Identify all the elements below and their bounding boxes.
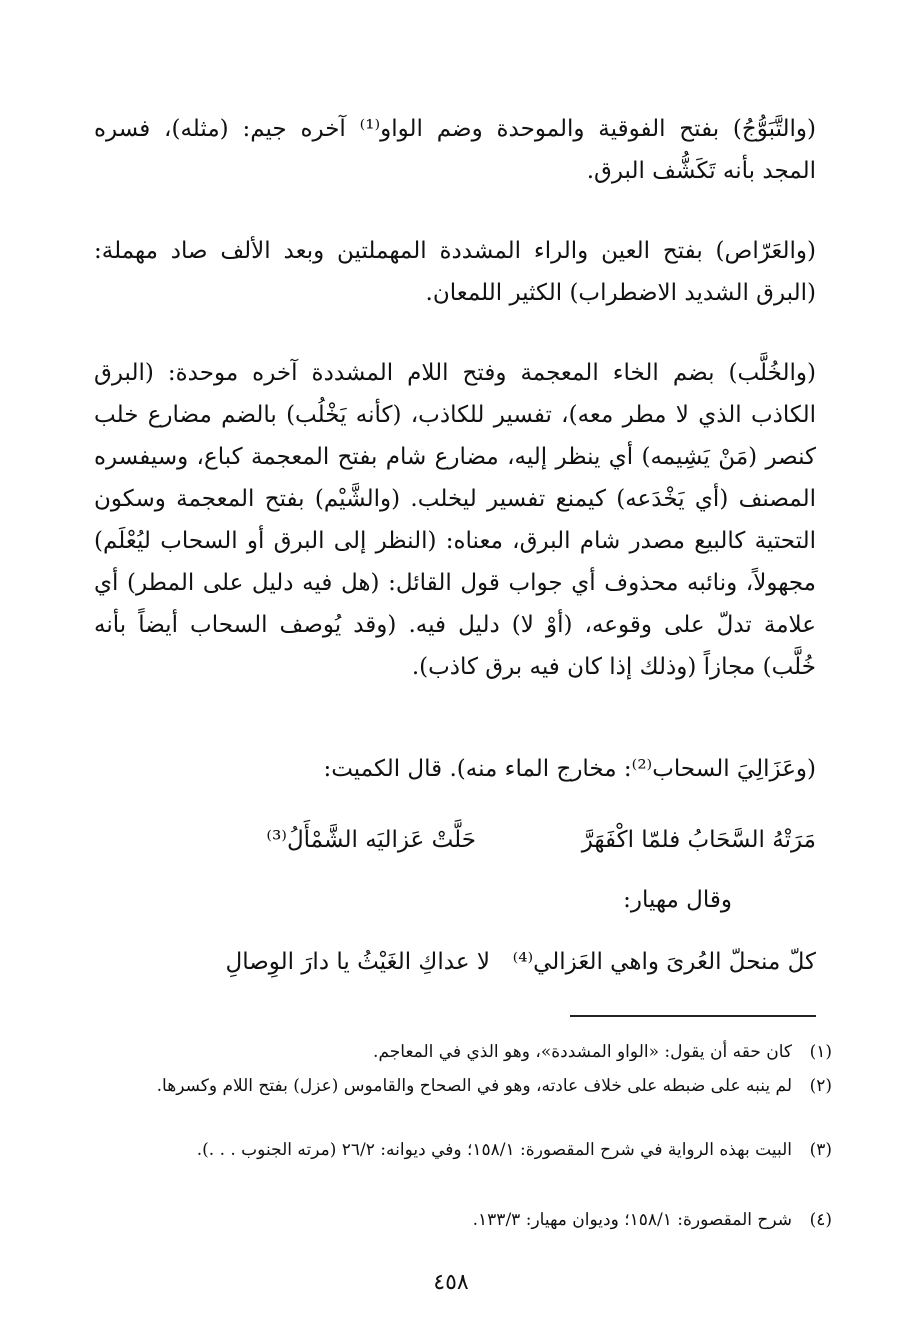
footnote-text: كان حقه أن يقول: «الواو المشددة»، وهو الذي في المعاجم. [373,1042,792,1062]
footnote-number: (٣) [809,1140,832,1160]
verse-mihyar-second-hemistich: كلّ منحلّ العُرىَ واهي العَزالي⁽⁴⁾ [512,949,816,975]
paragraph-tabawwuj: (والتَّبَوُّجُ) بفتح الفوقية والموحدة وضم الواو⁽¹⁾ آخره جيم: (مثله)، فسره المجد بأنه تَكَشُّف البرق. [94,116,816,184]
verse-mihyar [94,940,816,984]
footnote-text: شرح المقصورة: ١٥٨/١؛ وديوان مهيار: ١٣٣/٣. [472,1210,792,1230]
footnote-number: (٤) [809,1210,832,1230]
footnote-4 [94,1206,832,1234]
verse-mihyar-intro: وقال مهيار: [623,887,732,913]
footnote-1 [94,1038,832,1066]
verse-kumayt-first-hemistich: مَرَتْهُ السَّحَابُ فلمّا اكْفَهَرَّ [581,827,816,853]
footnote-2 [94,1072,832,1100]
footnote-3 [94,1136,832,1164]
footnote-separator [570,1015,816,1017]
page-number: ٤٥٨ [433,1270,469,1295]
verse-kumayt [94,818,816,862]
verse-mihyar-first-hemistich: لا عداكِ الغَيْثُ يا دارَ الوِصالِ [225,949,490,975]
footnote-text: لم ينبه على ضبطه على خلاف عادته، وهو في الصحاح والقاموس (عزل) بفتح اللام وكسرها. [156,1076,792,1096]
verse-kumayt-second-hemistich: حَلَّتْ عَزاليَه الشَّمْأَلُ⁽³⁾ [266,827,476,853]
paragraph-arras: (والعَرّاص) بفتح العين والراء المشددة المهملتين وبعد الألف صاد مهملة: (البرق الشديد الاضطراب) الكثير اللمعان. [94,238,816,306]
footnote-number: (١) [809,1042,832,1062]
paragraph-azali: (وعَزَالِيَ السحاب⁽²⁾: مخارج الماء منه). قال الكميت: [323,756,816,782]
paragraph-khullab: (والخُلَّب) بضم الخاء المعجمة وفتح اللام المشددة آخره موحدة: (البرق الكاذب الذي لا مطر معه)، تفسير للكاذب، (كأنه يَخْلُب) بالضم مضارع خلب كنصر (مَنْ يَشِيمه) أي ينظر إليه، مضارع شام بفتح المعجمة كباع، وسيفسره المصنف (أي يَخْدَعه) كيمنع تفسير ليخلب. (والشَّيْم) بفتح المعجمة وسكون التحتية كالبيع مصدر شام البرق، معناه: (النظر إلى البرق أو السحاب ليُعْلَم) مجهولاً، ونائبه محذوف أي جواب قول القائل: (هل فيه دليل على المطر) أي علامة تدلّ على وقوعه، (أوْ لا) دليل فيه. (وقد يُوصف السحاب أيضاً بأنه خُلَّب) مجازاً (وذلك إذا كان فيه برق كاذب). [94,360,816,680]
footnote-text: البيت بهذه الرواية في شرح المقصورة: ١٥٨/١؛ وفي ديوانه: ٢٦/٢ (مرته الجنوب . . .). [196,1140,792,1160]
footnote-number: (٢) [809,1076,832,1096]
